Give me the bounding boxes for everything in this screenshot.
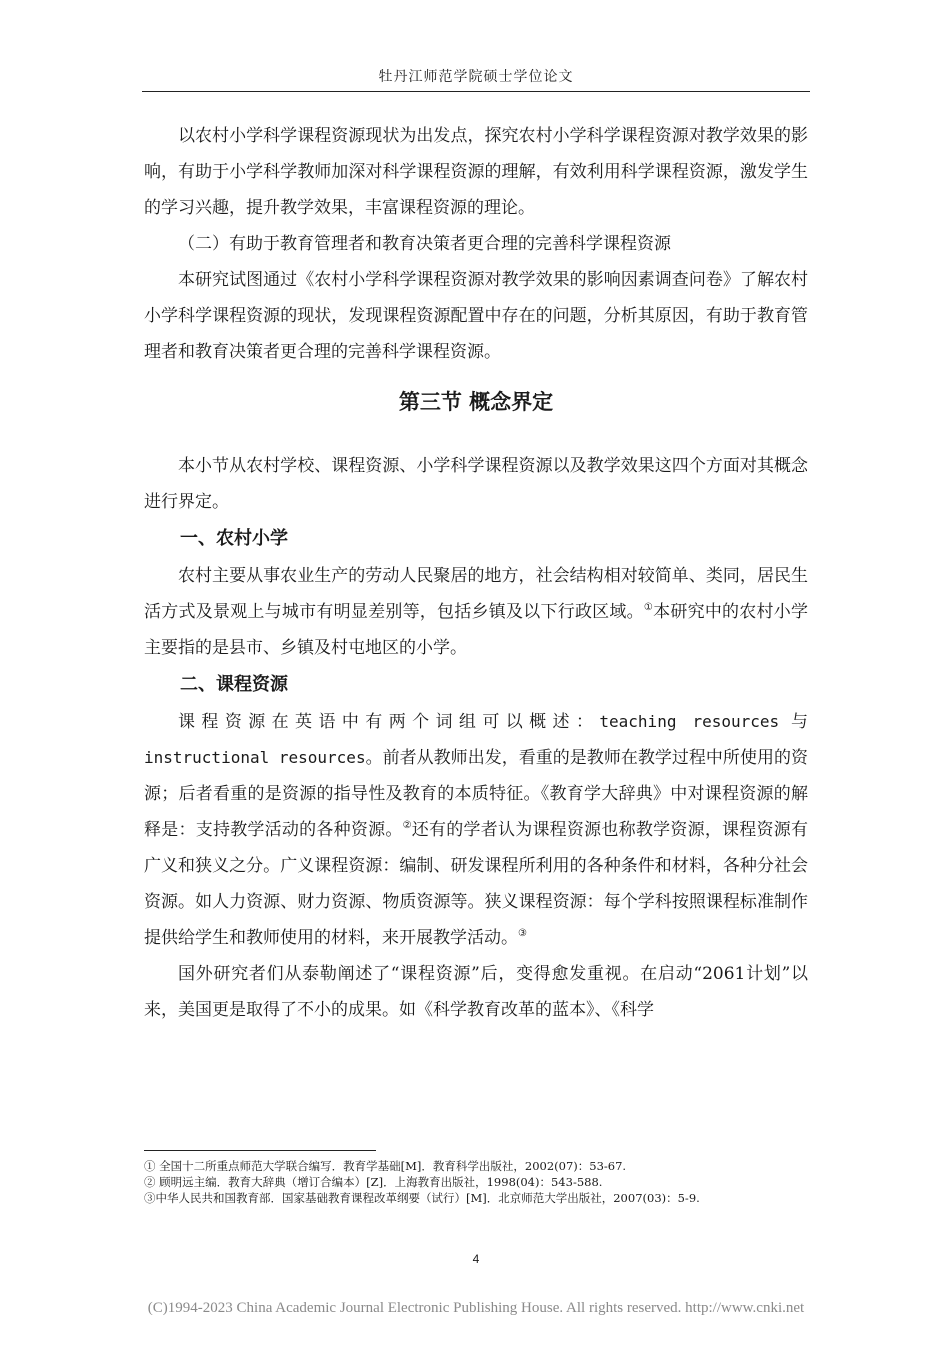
paragraph-rural-definition: [144, 558, 808, 666]
resources-text-a: 课程资源在英语中有两个词组可以概述：: [178, 712, 600, 732]
paragraph-foreign-research: 国外研究者们从泰勒阐述了“课程资源”后，变得愈发重视。在启动“2061计划”以来，美国更是取得了不小的成果。如《科学教育改革的蓝本》、《科学: [144, 964, 808, 1020]
paragraph-curriculum-resources: [144, 704, 808, 956]
running-header: 牡丹江师范学院硕士学位论文: [378, 69, 574, 85]
footnote-ref-3: ③: [518, 928, 527, 939]
copyright-notice: (C)1994-2023 China Academic Journal Electronic Publishing House. All rights reserved. http://www.cnki.net: [147, 1300, 805, 1316]
footnote-ref-2: ②: [402, 820, 412, 831]
rural-text-a: 农村主要从事农业生产的劳动人民聚居的地方，社会结构相对较简单、类同，居民生活方式及景观上与城市有明显差别等，包括乡镇及以下行政区域。: [144, 566, 808, 622]
section-title: 第三节 概念界定: [398, 390, 554, 414]
footnote-2: ② 顾明远主编．教育大辞典（增订合编本）[Z]．上海教育出版社，1998(04)：543-588.: [144, 1175, 603, 1189]
footnote-ref-1: ①: [643, 602, 654, 613]
rural-text-b: 本研究中的农村小学主要指的是县市、乡镇及村屯地区的小学。: [144, 602, 809, 658]
footnote-3: ③中华人民共和国教育部．国家基础教育课程改革纲要（试行）[M]．北京师范大学出版社，2007(03)：5-9.: [144, 1191, 700, 1205]
footnote-rule: [144, 1150, 376, 1151]
body-text: [144, 118, 808, 1028]
resources-text-b: 与: [791, 712, 809, 732]
heading-rural-primary-school: 一、农村小学: [180, 528, 288, 549]
header-rule: [142, 91, 810, 92]
page-number: 4: [472, 1252, 480, 1266]
resources-text-c: 。前者从教师出发，看重的是教师在教学过程中所使用的资源；后者看重的是资源的指导性及教育的本质特征。《教育学大辞典》中对课程资源的解释是：支持教学活动的各种资源。: [144, 748, 808, 840]
footnotes: [144, 1158, 808, 1206]
term-teaching-resources: teaching resources: [599, 712, 780, 731]
subheading-significance-2: （二）有助于教育管理者和教育决策者更合理的完善科学课程资源: [178, 234, 671, 254]
paragraph-significance-2: 本研究试图通过《农村小学科学课程资源对教学效果的影响因素调查问卷》了解农村小学科学课程资源的现状，发现课程资源配置中存在的问题，分析其原因，有助于教育管理者和教育决策者更合理的完善科学课程资源。: [144, 270, 808, 362]
paragraph-significance-1: 以农村小学科学课程资源现状为出发点，探究农村小学科学课程资源对教学效果的影响，有助于小学科学教师加深对科学课程资源的理解，有效利用科学课程资源，激发学生的学习兴趣，提升教学效果，丰富课程资源的理论。: [144, 126, 808, 218]
resources-text-d: 还有的学者认为课程资源也称教学资源，课程资源有广义和狭义之分。广义课程资源：编制、研发课程所利用的各种条件和材料，各种分社会资源。如人力资源、财力资源、物质资源等。狭义课程资源：每个学科按照课程标准制作提供给学生和教师使用的材料，来开展教学活动。: [144, 820, 809, 948]
footnote-1: ① 全国十二所重点师范大学联合编写．教育学基础[M]．教育科学出版社，2002(07)：53-67.: [144, 1159, 627, 1173]
term-instructional-resources: instructional resources: [144, 748, 366, 767]
paragraph-section-intro: 本小节从农村学校、课程资源、小学科学课程资源以及教学效果这四个方面对其概念进行界定。: [144, 456, 808, 512]
heading-curriculum-resources: 二、课程资源: [180, 674, 288, 695]
